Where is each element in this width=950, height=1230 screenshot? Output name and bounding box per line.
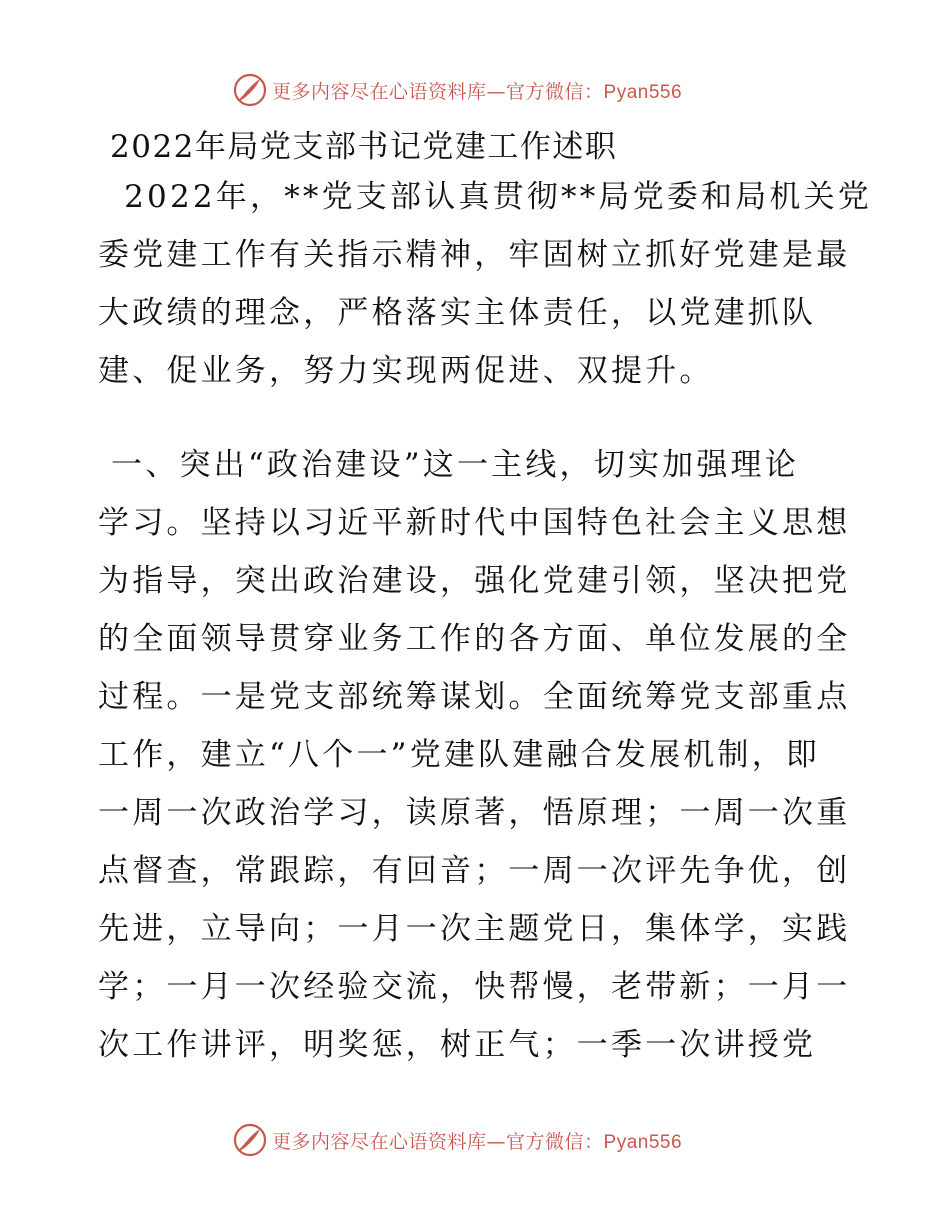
text-line: 点督查，常跟踪，有回音；一周一次评先争优，创 (98, 853, 851, 889)
text-line: 大政绩的理念，严格落实主体责任，以党建抓队 (98, 295, 817, 331)
text-line: 工作，建立“八个一”党建队建融合发展机制，即 (98, 737, 821, 773)
text-line: 学；一月一次经验交流，快帮慢，老带新；一月一 (98, 969, 851, 1005)
watermark-footer (232, 1122, 682, 1158)
text-line: 过程。一是党支部统筹谋划。全面统筹党支部重点 (98, 679, 851, 715)
watermark-label: 更多内容尽在心语资料库—官方微信： (272, 1130, 604, 1153)
watermark-text (272, 77, 682, 104)
text-line: 建、促业务，努力实现两促进、双提升。 (98, 353, 714, 389)
text-line: 学习。坚持以习近平新时代中国特色社会主义思想 (98, 505, 851, 541)
paragraph-intro (98, 168, 872, 400)
document-title: 2022年局党支部书记党建工作述职 (110, 129, 618, 165)
text-line: 2022年，**党支部认真贯彻**局党委和局机关党 (98, 179, 872, 215)
text-line: 一周一次政治学习，读原著，悟原理；一周一次重 (98, 795, 851, 831)
watermark-header (232, 72, 682, 108)
text-line: 一、突出“政治建设”这一主线，切实加强理论 (98, 447, 799, 483)
watermark-text (272, 1127, 682, 1154)
text-line: 先进，立导向；一月一次主题党日，集体学，实践 (98, 911, 851, 947)
text-line: 委党建工作有关指示精神，牢固树立抓好党建是最 (98, 237, 851, 273)
quill-pen-logo-icon (232, 1122, 268, 1158)
quill-pen-logo-icon (232, 72, 268, 108)
text-line: 为指导，突出政治建设，强化党建引领，坚决把党 (98, 563, 851, 599)
watermark-handle: Pyan556 (603, 1131, 683, 1153)
text-line: 的全面领导贯穿业务工作的各方面、单位发展的全 (98, 621, 851, 657)
watermark-label: 更多内容尽在心语资料库—官方微信： (272, 80, 604, 103)
watermark-handle: Pyan556 (603, 81, 683, 103)
text-line: 次工作讲评，明奖惩，树正气；一季一次讲授党 (98, 1027, 817, 1063)
paragraph-section-one (98, 436, 858, 1074)
